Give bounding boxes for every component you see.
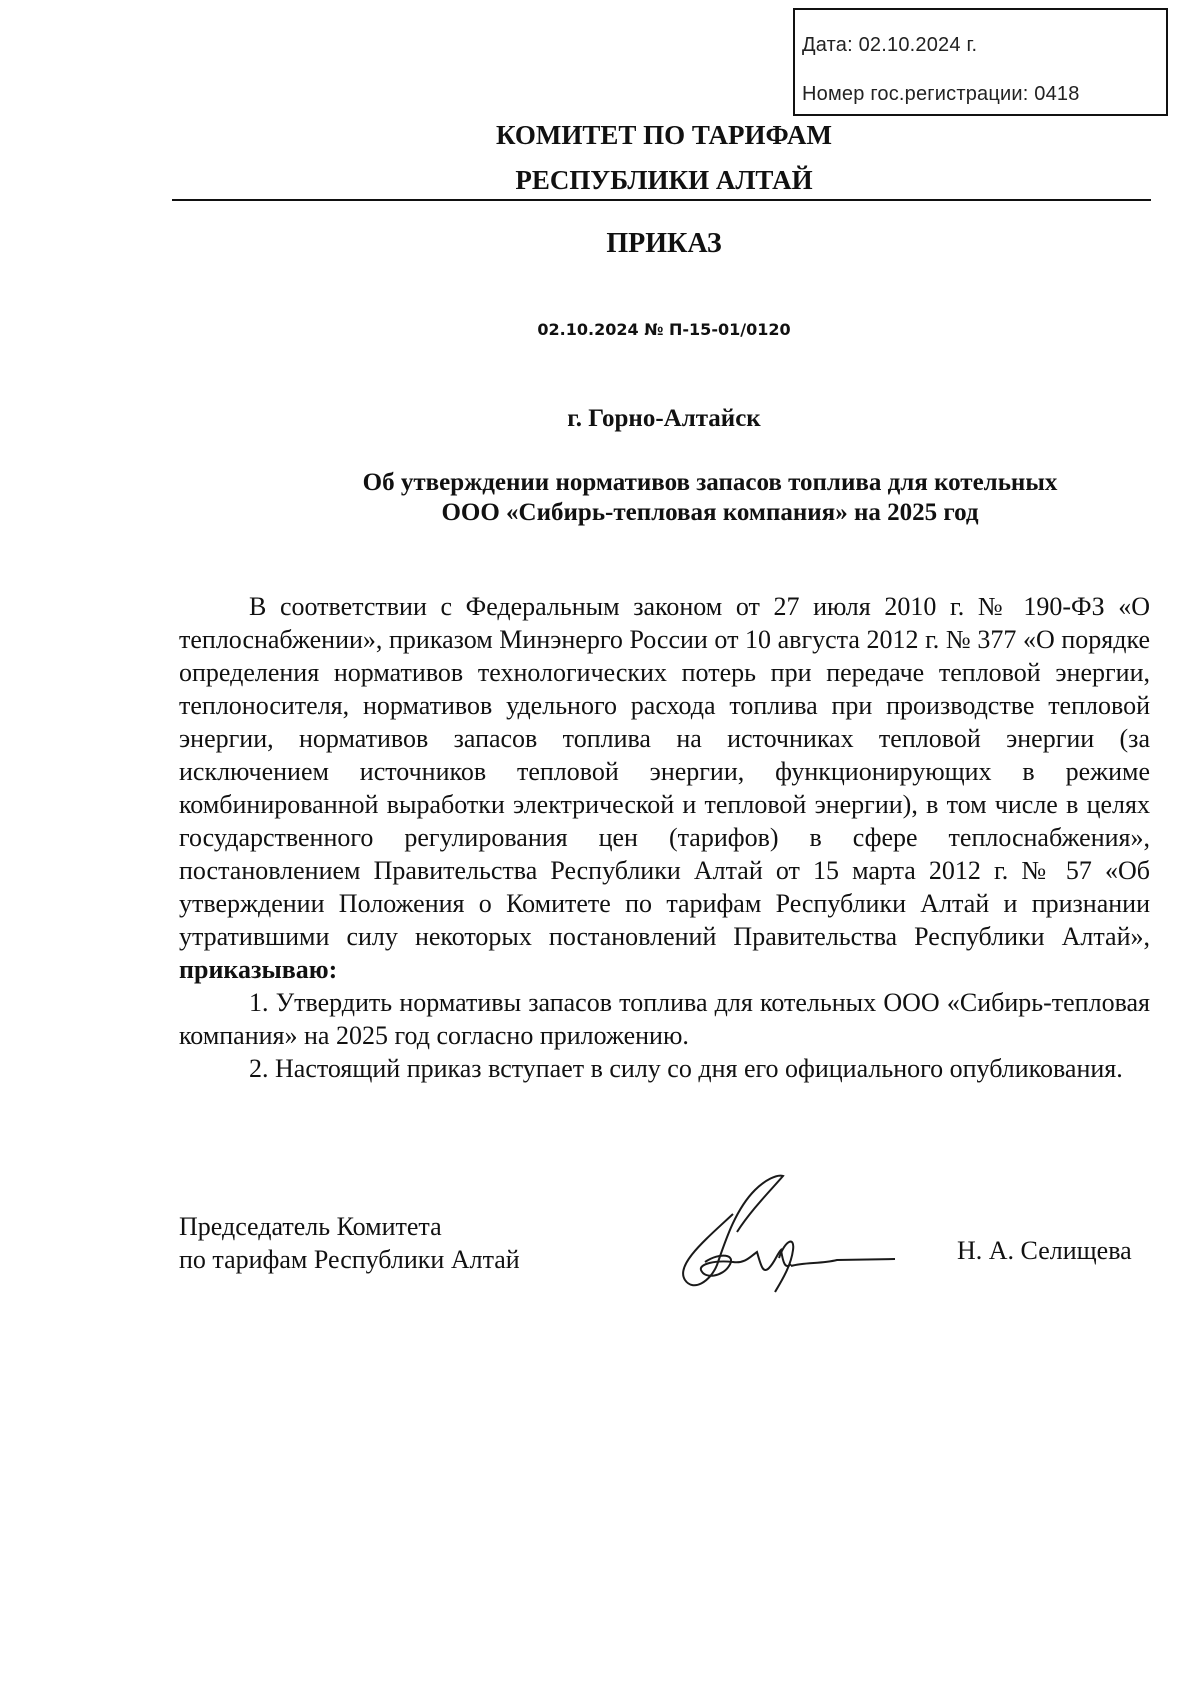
- document-city: г. Горно-Алтайск: [567, 405, 761, 432]
- subject-line1: Об утверждении нормативов запасов топлива для котельных: [362, 469, 1058, 496]
- subject-line2: ООО «Сибирь-тепловая компания» на 2025 год: [441, 499, 979, 526]
- order-item-2: 2. Настоящий приказ вступает в силу со дня его официального опубликования.: [249, 1054, 1123, 1083]
- preamble-paragraph: [179, 590, 1150, 986]
- order-item-1: 1. Утвердить нормативы запасов топлива для котельных ООО «Сибирь-тепловая компания» на 2025 год согласно приложению.: [179, 988, 1150, 1050]
- handwritten-signature: [665, 1170, 925, 1295]
- document-number: 02.10.2024 № П-15-01/0120: [537, 320, 791, 339]
- signatory-name: Н. А. Селищева: [957, 1236, 1132, 1265]
- registration-date: Дата: 02.10.2024 г.: [802, 34, 978, 56]
- header-divider: [172, 199, 1151, 201]
- committee-name-line2: РЕСПУБЛИКИ АЛТАЙ: [515, 165, 813, 195]
- order-word: приказываю:: [179, 955, 338, 984]
- committee-name-line1: КОМИТЕТ ПО ТАРИФАМ: [495, 120, 833, 150]
- registration-stamp-box: [793, 8, 1168, 116]
- document-type-title: ПРИКАЗ: [606, 228, 722, 259]
- signatory-position-line1: Председатель Комитета: [179, 1212, 442, 1241]
- signatory-position: [179, 1210, 520, 1276]
- document-subject: [295, 468, 1125, 528]
- preamble-text: В соответствии с Федеральным законом от 27 июля 2010 г. № 190-ФЗ «О теплоснабжении», приказом Минэнерго России от 10 августа 2012 г. № 377 «О порядке определения нормативов технологических потерь при передаче тепловой энергии, теплоносителя, нормативов удельного расхода топлива при производстве тепловой энергии, нормативов запасов топлива на источниках тепловой энергии (за исключением источников тепловой энергии, функционирующих в режиме комбинированной выработки электрической и тепловой энергии), в том числе в целях государственного регулирования цен (тарифов) в сфере теплоснабжения», постановлением Правительства Республики Алтай от 15 марта 2012 г. № 57 «Об утверждении Положения о Комитете по тарифам Республики Алтай и признании утратившими силу некоторых постановлений Правительства Республики Алтай»,: [179, 592, 1150, 951]
- document-body: [179, 590, 1150, 1085]
- registration-number: Номер гос.регистрации: 0418: [802, 83, 1080, 105]
- signatory-position-line2: по тарифам Республики Алтай: [179, 1245, 520, 1274]
